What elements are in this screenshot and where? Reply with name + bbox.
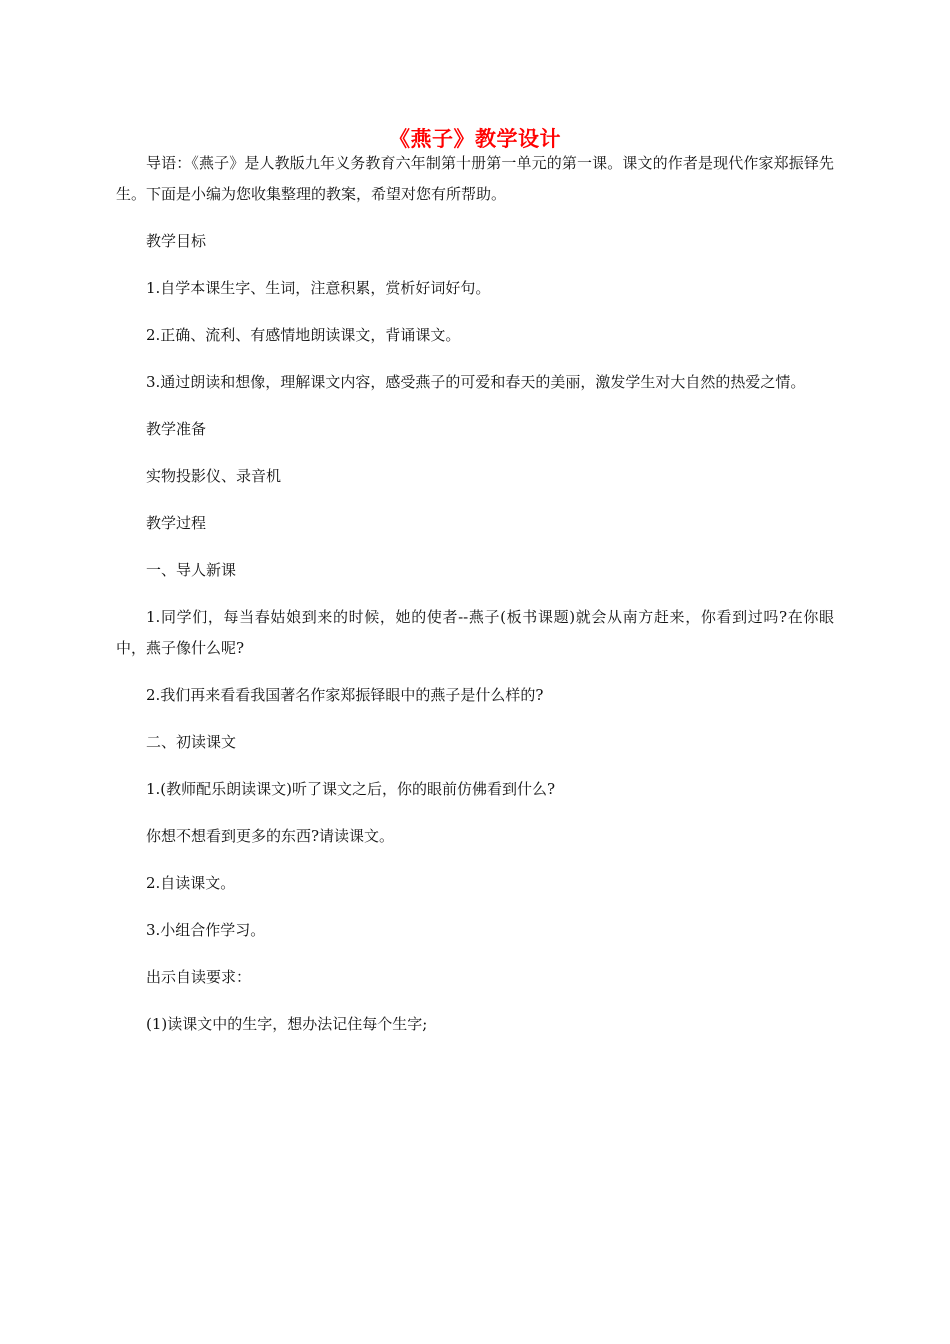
step-2-item-2: 2.自读课文。	[146, 874, 236, 892]
preparation-text: 实物投影仪、录音机	[146, 467, 282, 485]
intro-paragraph: 导语：《燕子》是人教版九年义务教育六年制第十册第一单元的第一课。课文的作者是现代作家郑振铎先生。下面是小编为您收集整理的教案，希望对您有所帮助。	[116, 154, 834, 203]
step-2-item-3: 3.小组合作学习。	[146, 921, 266, 939]
objective-item-1: 1.自学本课生字、生词，注意积累，赏析好词好句。	[146, 279, 491, 297]
section-heading-objectives: 教学目标	[146, 232, 207, 250]
objective-item-3: 3.通过朗读和想像，理解课文内容，感受燕子的可爱和春天的美丽，激发学生对大自然的热爱之情。	[146, 373, 806, 391]
step-heading-2: 二、初读课文	[146, 733, 237, 751]
step-2-question: 你想不想看到更多的东西?请读课文。	[146, 827, 395, 845]
reading-requirements-label: 出示自读要求：	[146, 968, 252, 986]
objective-item-2: 2.正确、流利、有感情地朗读课文，背诵课文。	[146, 326, 461, 344]
step-1-item-2: 2.我们再来看看我国著名作家郑振铎眼中的燕子是什么样的?	[146, 686, 544, 704]
requirement-item-1: (1)读课文中的生字，想办法记住每个生字;	[146, 1015, 428, 1033]
step-heading-1: 一、导人新课	[146, 561, 237, 579]
section-heading-preparation: 教学准备	[146, 420, 207, 438]
document-body	[116, 148, 834, 1040]
step-1-item-1: 1.同学们，每当春姑娘到来的时候，她的使者--燕子(板书课题)就会从南方赶来，你看到过吗?在你眼中，燕子像什么呢?	[116, 608, 834, 657]
step-2-item-1: 1.(教师配乐朗读课文)听了课文之后，你的眼前仿佛看到什么?	[146, 780, 556, 798]
document-title: 《燕子》教学设计	[389, 126, 561, 151]
section-heading-process: 教学过程	[146, 514, 207, 532]
